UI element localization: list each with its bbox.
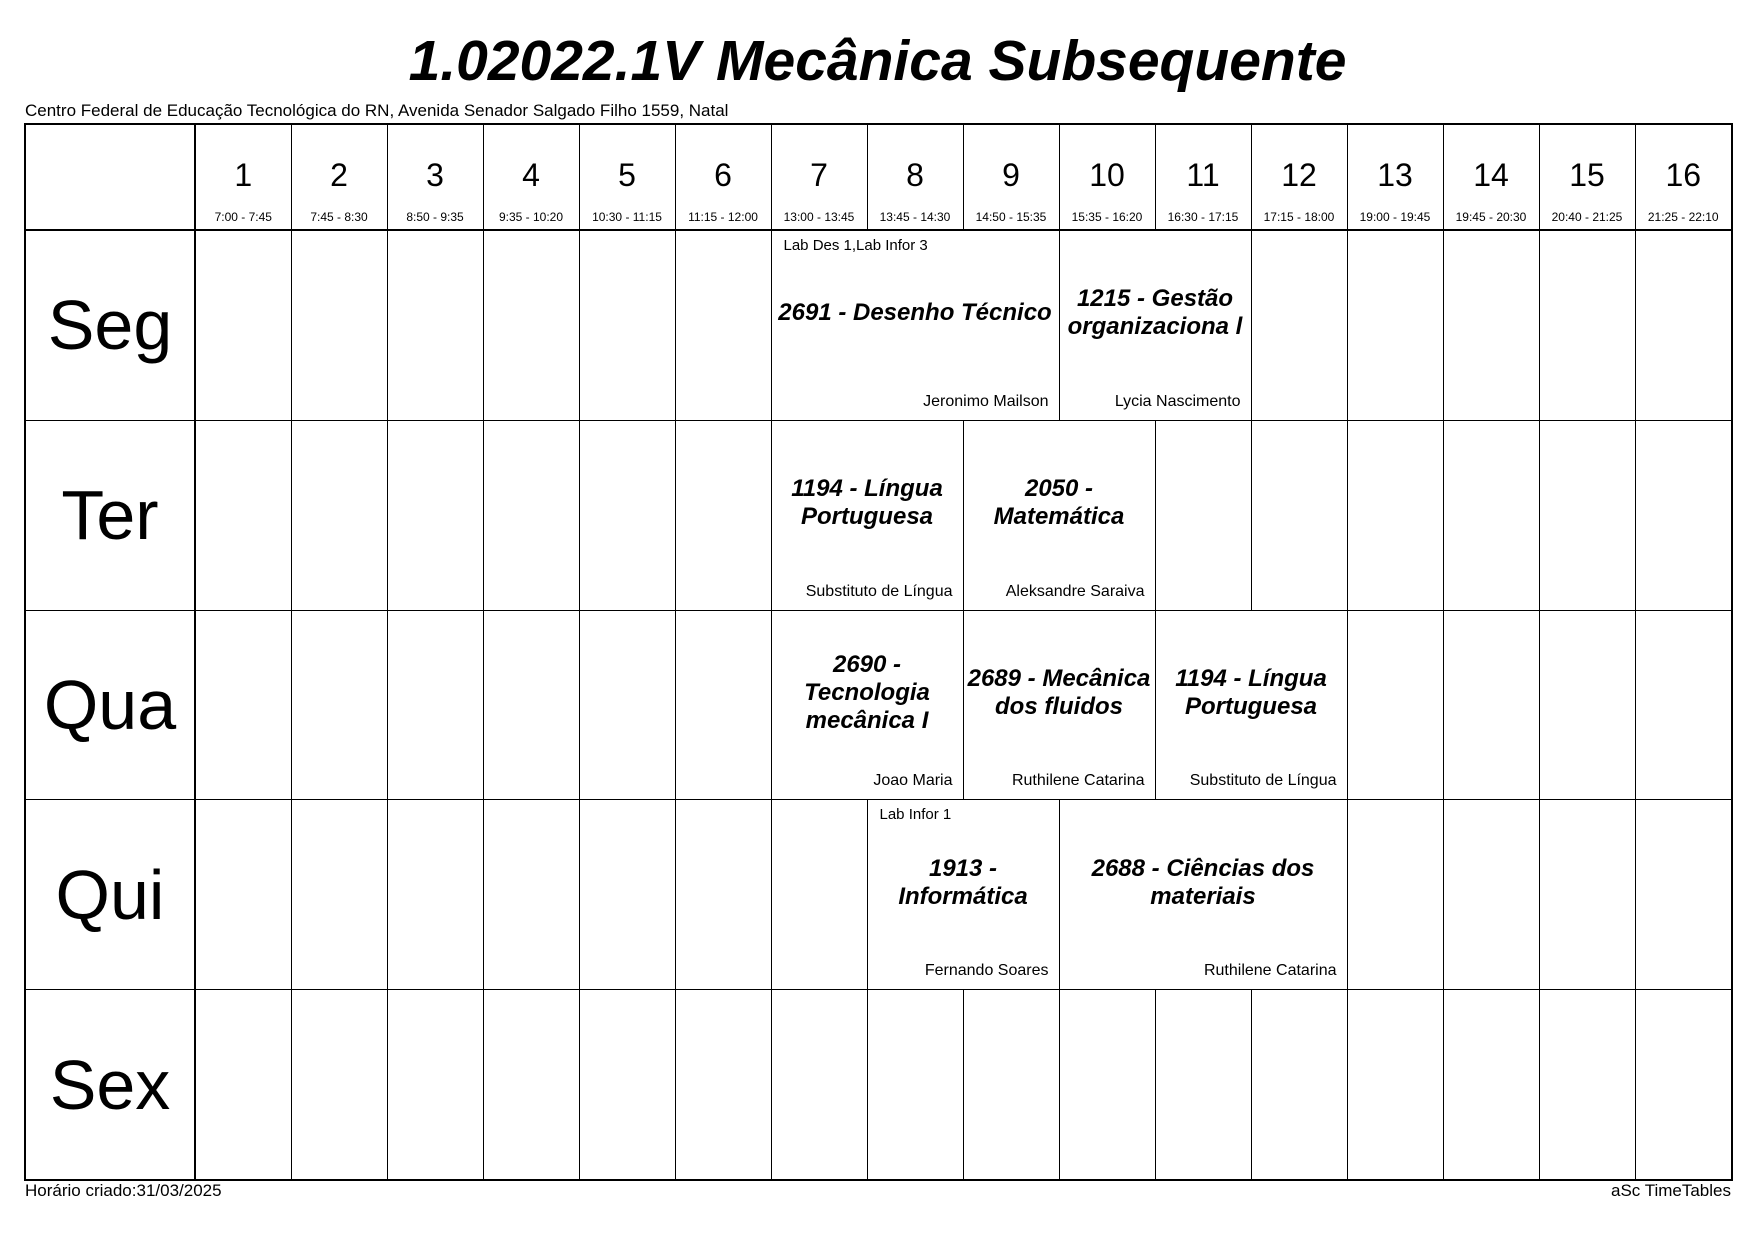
lesson-card[interactable] — [771, 230, 1059, 420]
period-time: 21:25 - 22:10 — [1647, 210, 1719, 224]
period-number: 1 — [234, 157, 253, 193]
school-address: Centro Federal de Educação Tecnológica do RN, Avenida Senador Salgado Filho 1559, Natal — [25, 101, 729, 120]
empty-slot[interactable] — [1443, 800, 1539, 990]
empty-slot[interactable] — [291, 610, 387, 800]
period-header-8 — [867, 124, 963, 230]
period-time: 14:50 - 15:35 — [975, 210, 1047, 224]
empty-slot[interactable] — [1251, 230, 1347, 420]
lesson-subject: 2050 - Matemática — [993, 475, 1125, 531]
day-label: Qui — [25, 800, 195, 990]
period-header-11 — [1155, 124, 1251, 230]
lesson-subject: 2688 - Ciências dos materiais — [1091, 854, 1315, 910]
lesson-card[interactable] — [963, 610, 1155, 800]
period-time: 11:15 - 12:00 — [688, 210, 758, 224]
empty-slot[interactable] — [291, 230, 387, 420]
period-time: 19:00 - 19:45 — [1359, 210, 1431, 224]
empty-slot[interactable] — [675, 420, 771, 610]
empty-slot[interactable] — [291, 420, 387, 610]
period-header-14 — [1443, 124, 1539, 230]
lesson-room: Lab Des 1,Lab Infor 3 — [783, 237, 928, 254]
period-time: 8:50 - 9:35 — [406, 210, 464, 224]
lesson-teacher: Ruthilene Catarina — [1011, 772, 1145, 790]
empty-slot[interactable] — [1443, 230, 1539, 420]
software-credit: aSc TimeTables — [1611, 1181, 1731, 1200]
lesson-subject: 1194 - Língua Portuguesa — [1175, 664, 1327, 720]
empty-slot[interactable] — [771, 800, 867, 990]
empty-slot[interactable] — [1635, 610, 1732, 800]
period-number: 2 — [330, 157, 348, 193]
period-time: 7:45 - 8:30 — [310, 210, 368, 224]
timetable — [24, 123, 1733, 1181]
period-time: 13:45 - 14:30 — [879, 210, 951, 224]
lesson-subject: 2691 - Desenho Técnico — [778, 299, 1052, 327]
empty-slot[interactable] — [195, 800, 291, 990]
empty-slot[interactable] — [387, 230, 483, 420]
empty-slot[interactable] — [1347, 990, 1443, 1180]
empty-slot[interactable] — [1539, 230, 1635, 420]
empty-slot[interactable] — [387, 990, 483, 1180]
header-corner — [25, 124, 195, 230]
empty-slot[interactable] — [1539, 610, 1635, 800]
period-time: 10:30 - 11:15 — [592, 210, 662, 224]
created-date: Horário criado:31/03/2025 — [25, 1181, 222, 1200]
empty-slot[interactable] — [675, 800, 771, 990]
empty-slot[interactable] — [1155, 990, 1251, 1180]
day-row-qui — [25, 800, 1732, 990]
empty-slot[interactable] — [483, 420, 579, 610]
empty-slot[interactable] — [291, 800, 387, 990]
empty-slot[interactable] — [675, 230, 771, 420]
empty-slot[interactable] — [483, 610, 579, 800]
empty-slot[interactable] — [579, 420, 675, 610]
period-header-3 — [387, 124, 483, 230]
empty-slot[interactable] — [483, 990, 579, 1180]
period-header-5 — [579, 124, 675, 230]
day-row-sex — [25, 990, 1732, 1180]
day-label: Ter — [25, 420, 195, 610]
period-header-10 — [1059, 124, 1155, 230]
period-number: 7 — [810, 157, 828, 193]
period-header-7 — [771, 124, 867, 230]
period-number: 3 — [426, 157, 444, 193]
day-label: Sex — [25, 990, 195, 1180]
empty-slot[interactable] — [387, 800, 483, 990]
period-header-4 — [483, 124, 579, 230]
day-label: Qua — [25, 610, 195, 800]
empty-slot[interactable] — [867, 990, 963, 1180]
empty-slot[interactable] — [771, 990, 867, 1180]
period-number: 8 — [906, 157, 924, 193]
lesson-teacher: Substituto de Língua — [805, 582, 953, 600]
period-header-15 — [1539, 124, 1635, 230]
lesson-teacher: Ruthilene Catarina — [1203, 962, 1337, 980]
period-header-2 — [291, 124, 387, 230]
period-header-6 — [675, 124, 771, 230]
empty-slot[interactable] — [1059, 990, 1155, 1180]
lesson-subject: 1913 - Informática — [898, 854, 1028, 910]
period-time: 9:35 - 10:20 — [498, 210, 564, 224]
period-time: 17:15 - 18:00 — [1263, 210, 1335, 224]
period-header-1 — [195, 124, 291, 230]
period-number: 6 — [714, 157, 732, 193]
lesson-teacher: Jeronimo Mailson — [923, 392, 1049, 410]
day-row-ter — [25, 420, 1732, 610]
empty-slot[interactable] — [579, 230, 675, 420]
empty-slot[interactable] — [195, 610, 291, 800]
period-header-row — [25, 124, 1732, 230]
empty-slot[interactable] — [1635, 420, 1732, 610]
lesson-teacher: Substituto de Língua — [1189, 772, 1337, 790]
lesson-teacher: Joao Maria — [873, 772, 953, 790]
empty-slot[interactable] — [387, 610, 483, 800]
empty-slot[interactable] — [1155, 420, 1251, 610]
empty-slot[interactable] — [579, 800, 675, 990]
period-time: 13:00 - 13:45 — [783, 210, 855, 224]
empty-slot[interactable] — [675, 990, 771, 1180]
empty-slot[interactable] — [1635, 990, 1732, 1180]
period-time: 15:35 - 16:20 — [1071, 210, 1143, 224]
lesson-card[interactable] — [771, 610, 963, 800]
empty-slot[interactable] — [195, 990, 291, 1180]
lesson-card[interactable] — [771, 420, 963, 610]
lesson-subject: 2689 - Mecânica dos fluidos — [967, 664, 1151, 720]
lesson-subject: 1194 - Língua Portuguesa — [791, 475, 943, 531]
empty-slot[interactable] — [387, 420, 483, 610]
period-time: 20:40 - 21:25 — [1551, 210, 1623, 224]
period-header-12 — [1251, 124, 1347, 230]
period-header-16 — [1635, 124, 1732, 230]
empty-slot[interactable] — [1347, 230, 1443, 420]
period-number: 14 — [1473, 157, 1509, 193]
lesson-card[interactable] — [1059, 230, 1251, 420]
empty-slot[interactable] — [1443, 420, 1539, 610]
lesson-subject: 2690 - Tecnologia mecânica I — [804, 650, 930, 734]
period-time: 7:00 - 7:45 — [214, 210, 272, 224]
lesson-teacher: Lycia Nascimento — [1114, 392, 1241, 410]
period-number: 5 — [618, 157, 636, 193]
period-number: 9 — [1002, 157, 1020, 193]
empty-slot[interactable] — [1635, 800, 1732, 990]
period-time: 19:45 - 20:30 — [1455, 210, 1527, 224]
empty-slot[interactable] — [1539, 800, 1635, 990]
empty-slot[interactable] — [963, 990, 1059, 1180]
period-number: 10 — [1089, 157, 1125, 193]
day-row-qua — [25, 610, 1732, 800]
page-title: 1.02022.1V Mecânica Subsequente — [408, 29, 1347, 93]
empty-slot[interactable] — [195, 230, 291, 420]
lesson-card[interactable] — [867, 800, 1059, 990]
empty-slot[interactable] — [1443, 610, 1539, 800]
period-number: 4 — [522, 157, 540, 193]
empty-slot[interactable] — [579, 990, 675, 1180]
lesson-teacher: Fernando Soares — [924, 962, 1049, 980]
period-number: 11 — [1186, 157, 1220, 193]
period-number: 13 — [1377, 157, 1413, 193]
empty-slot[interactable] — [291, 990, 387, 1180]
empty-slot[interactable] — [483, 230, 579, 420]
period-header-9 — [963, 124, 1059, 230]
lesson-room: Lab Infor 1 — [879, 806, 952, 824]
empty-slot[interactable] — [483, 800, 579, 990]
lesson-card[interactable] — [1155, 610, 1347, 800]
empty-slot[interactable] — [1635, 230, 1732, 420]
empty-slot[interactable] — [1347, 800, 1443, 990]
empty-slot[interactable] — [1539, 420, 1635, 610]
empty-slot[interactable] — [1251, 420, 1347, 610]
period-time: 16:30 - 17:15 — [1167, 210, 1239, 224]
period-number: 15 — [1569, 157, 1605, 193]
period-number: 16 — [1665, 157, 1702, 193]
lesson-card[interactable] — [963, 420, 1155, 610]
day-label: Seg — [25, 230, 195, 420]
lesson-subject: 1215 - Gestão organizaciona l — [1067, 285, 1243, 341]
empty-slot[interactable] — [195, 420, 291, 610]
empty-slot[interactable] — [1347, 610, 1443, 800]
empty-slot[interactable] — [1347, 420, 1443, 610]
lesson-card[interactable] — [1059, 800, 1347, 990]
empty-slot[interactable] — [1539, 990, 1635, 1180]
period-header-13 — [1347, 124, 1443, 230]
empty-slot[interactable] — [1251, 990, 1347, 1180]
empty-slot[interactable] — [1443, 990, 1539, 1180]
day-row-seg — [25, 230, 1732, 420]
period-number: 12 — [1281, 157, 1317, 193]
empty-slot[interactable] — [579, 610, 675, 800]
empty-slot[interactable] — [675, 610, 771, 800]
lesson-teacher: Aleksandre Saraiva — [1005, 582, 1145, 600]
